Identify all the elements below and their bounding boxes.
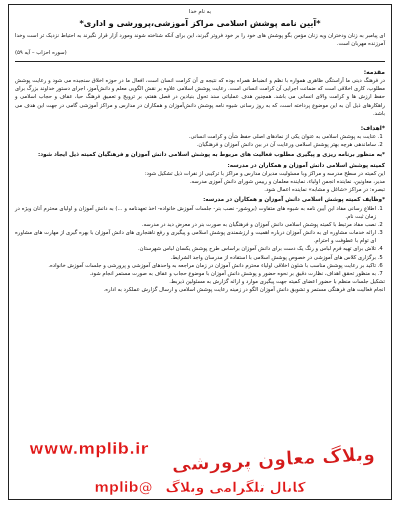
quran-verse-paragraph: ای پیامبر به زنان ودختران ویه زنان مؤمن بگو پوشش های خود را بر خود فروتر گیرند، این برای آنکه شناخته شوند ومورد آزار قرار نگیرند به احتیاط نزدیک تر است وخدا آمرزنده مهربان است. xyxy=(15,33,385,48)
watermark-url: www.mplib.ir xyxy=(29,439,149,458)
committee-line: این کمیته در سطح مدرسه و مراکز وبا مسئولیت مدیران مدارس و مراکز با ترکیبی از نفرات ذیل تشکیل شود: xyxy=(144,171,385,178)
committee-note: تبصره: در مراکز «شاغل و مشابه» نماینده اعمال شود. xyxy=(264,187,385,194)
watermark-channel xyxy=(9,479,391,497)
list-item: 1. عنایت به پوشش اسلامی به عنوان یکی از نمادهای اصلی حفظ شأن و کرامت انسانی. xyxy=(15,133,376,141)
section-heading-introduction: مقدمه: xyxy=(363,69,385,77)
footer-line: انجام فعالیت های فرهنگی مستمر و تشویق دانش آموزان الگو در زمینه رعایت پوشش اسلامی و ارسال گزارش عملکرد به اداره. xyxy=(103,286,385,293)
divider xyxy=(15,61,385,62)
document-page xyxy=(8,4,392,500)
list-item: 6. تاکید بر رعایت پوشش مناسب با شئون اخلاقی اولیاء محترم دانش آموزان در زمان مراجعه به واحدهای آموزشی و پرورشی و جلسات آموزش خانواده. xyxy=(15,262,376,270)
section-heading-goals: *اهداف: xyxy=(360,124,385,132)
committee-line: مدیر، معاونین، نماینده انجمن اولیاء، نماینده معلمان و رییس شورای دانش آموزی مدرسه. xyxy=(189,179,385,186)
basmala: به نام خدا xyxy=(189,9,211,15)
section-heading-committee: *به منظور برنامه ریزی و پیگیری مطلوب فعالیت های مربوط به پوشش اسلامی دانش آموزان و فرهنگیان کمیته ذیل ایجاد شود: xyxy=(37,151,385,158)
watermark-channel-id: @mplib xyxy=(94,480,153,496)
section-heading-duties: *وظایف کمیته پوشش اسلامی دانش آموزان و همکاران در مدرسه: xyxy=(203,197,385,204)
verse-source: (سوره احزاب – آیه ۵۹) xyxy=(15,50,67,57)
footer-line: تشکیل جلسات منظم با حضور اعضای کمیته جهت پیگیری موارد و ارائه گزارش به مسئولین ذیربط. xyxy=(169,278,385,285)
watermark-brand: وبلاگ معاون پرورشی xyxy=(171,443,376,476)
list-item: 5. برگزاری کلاس های آموزشی در خصوص پوشش اسلامی با استفاده از مدرسان واجد الشرایط. xyxy=(15,254,376,262)
list-item: 1. اطلاع رسانی مفاد این آیین نامه به شیوه های متفاوت (بروشور- نصب بنر- جلسات آموزش خانواده- اخذ تعهدنامه و ...) به دانش آموزان و اولیای محترم آنان ویژه در زمان ثبت نام. xyxy=(15,205,376,221)
duties-list xyxy=(15,205,385,278)
list-item: 7. به منظور تحقق اهداف، نظارت دقیق بر نحوه حضور و پوشش دانش آموزان با موضوع حجاب و عفاف به صورت مستمر انجام شود. xyxy=(15,270,376,278)
list-item: 2. نصب مفاد مرتبط با کمیته پوشش اسلامی دانش آموزان و فرهنگیان به صورت بنر در معرض دید در مدرسه. xyxy=(15,221,376,229)
watermark-channel-label: کانال تلگرامی وبلاگ xyxy=(165,480,306,496)
goals-list xyxy=(15,133,385,149)
introduction-paragraph: در فرهنگ دینی ما آراستگی ظاهری همواره با نظم و انضباط همراه بوده که نتیجه ی آن کرامت انسان است، افعال ما در حوزه اخلاق سنجیده می شود و رعایت پوشش مطلوب، کاری اخلاقی است که ضمانت اجرایی آن کرامت انسانی است. رعایت پوشش اسلامی علاوه بر نقش الگویی معلم و دانش‌آموز، اجرای دستور خداوند بزرگ برای حفظ ارزش ها و کرامت والای انسانی می باشد. همچنین هدف عملیاتی سند تحول بنیادین در فصل هفتم، بر ترویج و تعمیق فرهنگ حیا، عفاف و حجاب اسلامی و راهکارهای ذیل آن به این موضوع پرداخته است، که به روز رسانی شیوه نامه پوشش دانش‌آموزان و همکاران در مدارس و مراکز آموزشی گامی در جهت این هدف می باشد. xyxy=(15,78,385,117)
committee-subheading: کمیته پوشش اسلامی دانش آموزان و همکاران در مدرسه: xyxy=(227,162,385,169)
list-item: 2. ساماندهی هرچه بهتر پوشش اسلامی ورعایت آن در بین دانش آموزان و فرهنگیان. xyxy=(15,141,376,149)
list-item: 4. تلاش برای تهیه فرم لباس و رنگ یک دست برای دانش آموزان براساس طرح پوشش یکسان لباس شهرستان. xyxy=(15,245,376,253)
list-item: 3. ارائه خدمات مشاوره ای به دانش آموزان درباره اهمیت و ارزشمندی پوشش اسلامی و پیگیری و رفع ناهنجاری های دانش آموزان با بهره گیری از مهارت های مشاوره ای توام با عطوفت و احترام. xyxy=(15,229,376,245)
document-title: *آیین نامه پوشش اسلامی مراکز آموزشی،پرورشی و اداری* xyxy=(79,18,321,28)
